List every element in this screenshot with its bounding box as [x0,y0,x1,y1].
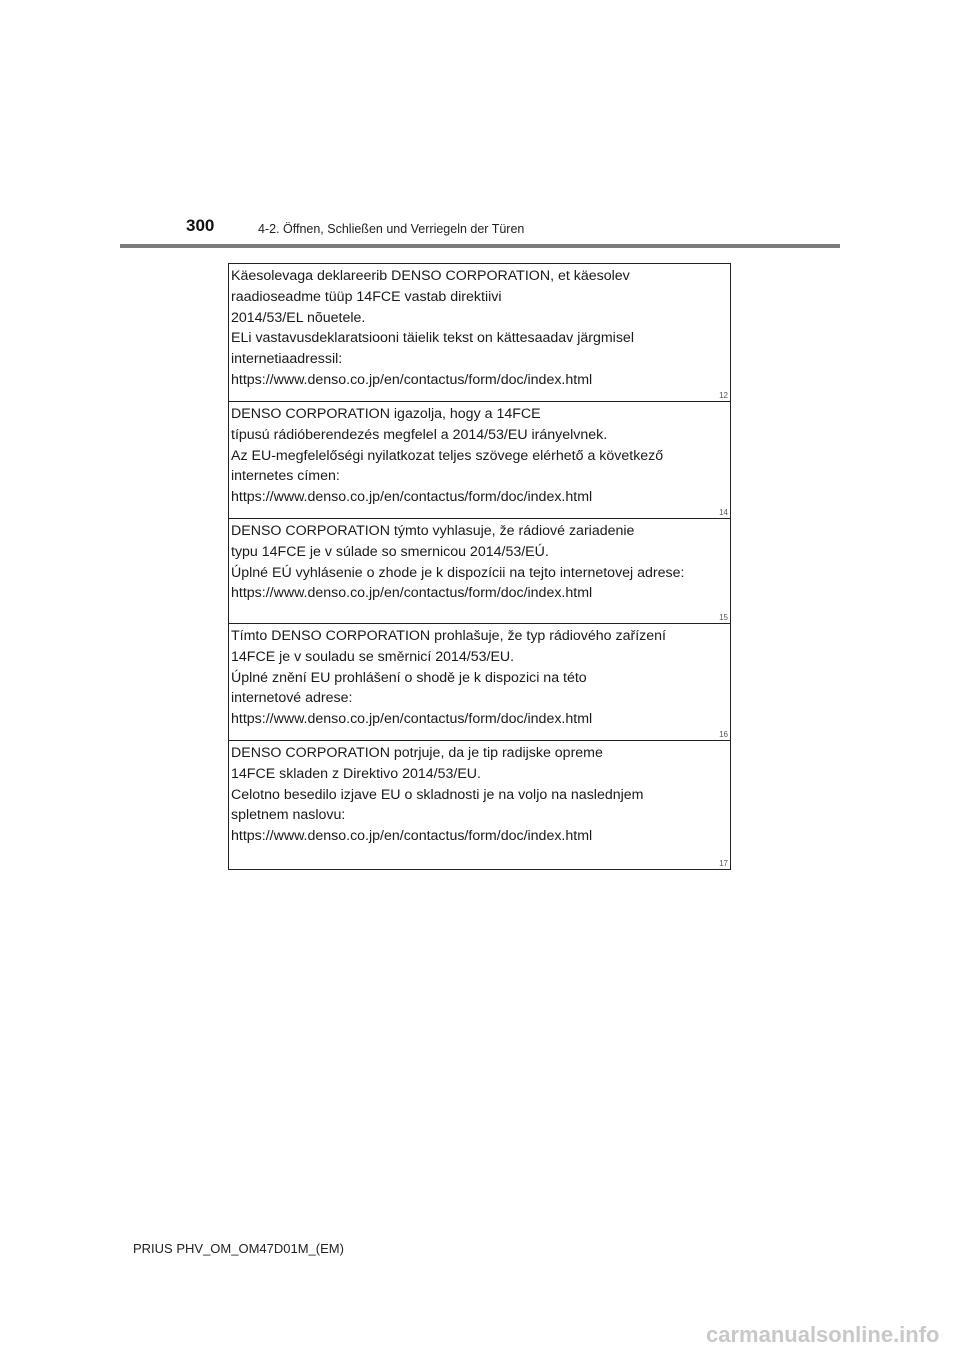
declaration-line: Tímto DENSO CORPORATION prohlašuje, že typ rádiového zařízení [231,628,666,644]
cell-number: 16 [719,730,728,739]
declaration-line: ELi vastavusdeklaratsiooni täielik tekst on kättesaadav järgmisel [231,330,634,347]
declaration-line: internetové adrese: [231,690,353,707]
declaration-line: spletnem naslovu: [231,807,346,824]
cell-number: 15 [719,613,728,622]
declaration-url: https://www.denso.co.jp/en/contactus/form/doc/index.html [231,489,593,506]
declaration-line: Úplné EÚ vyhlásenie o zhode je k dispozícii na tejto internetovej adrese: [231,564,685,581]
section-title: 4-2. Öffnen, Schließen und Verriegeln der Türen [258,222,525,236]
document-code: PRIUS PHV_OM_OM47D01M_(EM) [133,1241,344,1256]
page-number: 300 [186,216,215,235]
declaration-line: 14FCE je v souladu se směrnicí 2014/53/EU. [231,648,515,665]
header-divider [120,244,840,248]
declaration-line: DENSO CORPORATION týmto vyhlasuje, že rádiové zariadenie [231,523,635,539]
declaration-url: https://www.denso.co.jp/en/contactus/form/doc/index.html [231,585,593,602]
declaration-table [228,263,731,870]
declaration-cell-hungarian [229,402,730,519]
declaration-line: internetiaadressil: [231,351,343,368]
declaration-url: https://www.denso.co.jp/en/contactus/form/doc/index.html [231,828,593,845]
declaration-line: Käesolevaga deklareerib DENSO CORPORATION, et käesolev [231,268,630,284]
cell-number: 12 [719,391,728,400]
declaration-url: https://www.denso.co.jp/en/contactus/form/doc/index.html [231,711,593,728]
declaration-line: raadioseadme tüüp 14FCE vastab direktiivi [231,288,502,305]
cell-number: 17 [719,859,728,868]
cell-number: 14 [719,508,728,517]
declaration-line: DENSO CORPORATION potrjuje, da je tip radijske opreme [231,745,603,761]
declaration-line: 2014/53/EL nõuetele. [231,309,366,326]
declaration-line: typu 14FCE je v súlade so smernicou 2014/53/EÚ. [231,543,549,560]
declaration-line: DENSO CORPORATION igazolja, hogy a 14FCE [231,406,541,422]
declaration-cell-estonian [229,264,730,402]
declaration-cell-slovenian [229,741,730,869]
declaration-line: Az EU-megfelelőségi nyilatkozat teljes szövege elérhető a következő [231,447,664,464]
declaration-line: internetes címen: [231,468,340,485]
declaration-line: Úplné znění EU prohlášení o shodě je k dispozici na této [231,669,587,686]
declaration-line: típusú rádióberendezés megfelel a 2014/53/EU irányelvnek. [231,426,608,443]
declaration-cell-czech [229,624,730,741]
declaration-line: Celotno besedilo izjave EU o skladnosti je na voljo na naslednjem [231,786,644,803]
declaration-url: https://www.denso.co.jp/en/contactus/form/doc/index.html [231,371,593,388]
declaration-line: 14FCE skladen z Direktivo 2014/53/EU. [231,765,481,782]
declaration-cell-slovak [229,519,730,624]
watermark: carmanualsonline.info [706,1322,940,1347]
